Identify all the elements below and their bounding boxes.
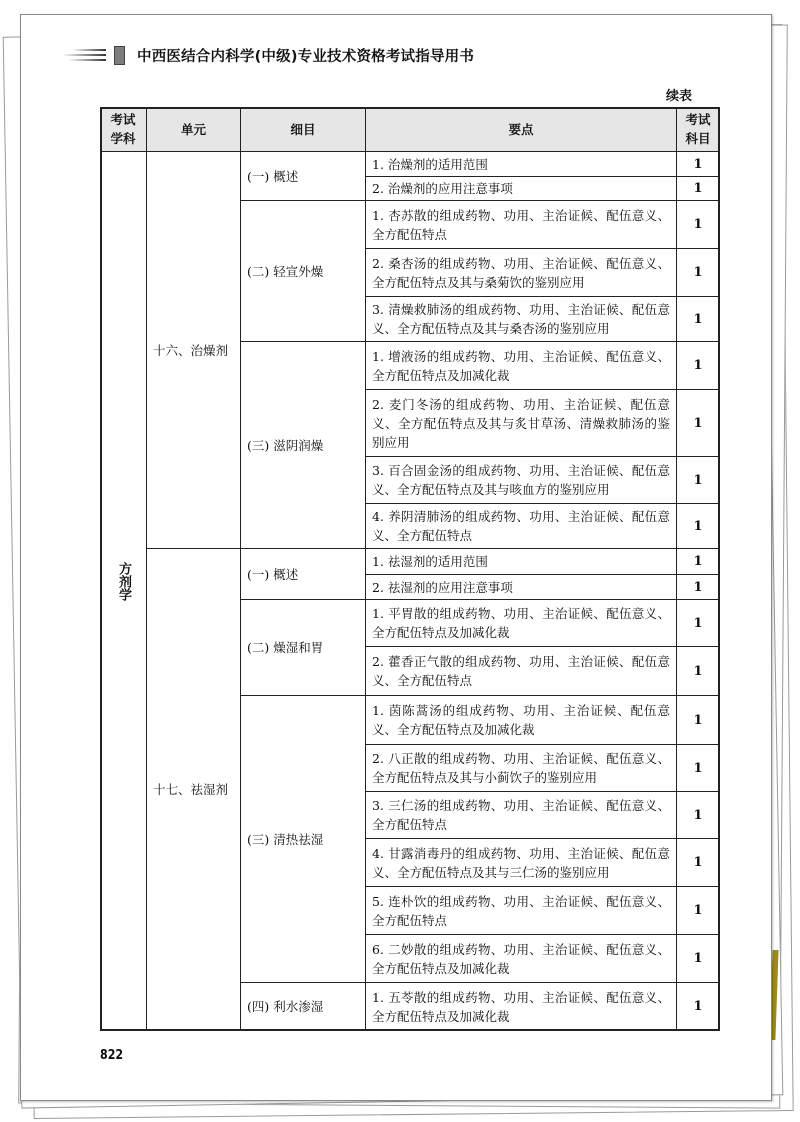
level-cell: 1 [677, 647, 720, 696]
level-cell: 1 [677, 549, 720, 575]
level-cell: 1 [677, 390, 720, 457]
continued-table-label: 续表 [666, 89, 693, 104]
header-point: 要点 [366, 107, 677, 152]
point-cell: 3. 清燥救肺汤的组成药物、功用、主治证候、配伍意义、全方配伍特点及其与桑杏汤的鉴别应用 [366, 297, 677, 342]
level-cell: 1 [677, 342, 720, 390]
point-cell: 3. 三仁汤的组成药物、功用、主治证候、配伍意义、全方配伍特点 [366, 792, 677, 839]
point-cell: 3. 百合固金汤的组成药物、功用、主治证候、配伍意义、全方配伍特点及其与咳血方的鉴别应用 [366, 457, 677, 504]
level-cell: 1 [677, 177, 720, 201]
level-cell: 1 [677, 575, 720, 600]
point-cell: 4. 养阴清肺汤的组成药物、功用、主治证候、配伍意义、全方配伍特点 [366, 504, 677, 549]
level-cell: 1 [677, 201, 720, 249]
level-cell: 1 [677, 696, 720, 745]
level-cell: 1 [677, 887, 720, 935]
level-cell: 1 [677, 249, 720, 297]
level-cell: 1 [677, 504, 720, 549]
point-cell: 1. 茵陈蒿汤的组成药物、功用、主治证候、配伍意义、全方配伍特点及加减化裁 [366, 696, 677, 745]
header-unit: 单元 [147, 107, 241, 152]
header-exam-level: 考试科目 [677, 107, 720, 152]
item-cell: (三) 滋阴润燥 [241, 342, 366, 549]
level-cell: 1 [677, 839, 720, 887]
level-cell: 1 [677, 792, 720, 839]
item-cell: (二) 燥湿和胃 [241, 600, 366, 696]
point-cell: 1. 杏苏散的组成药物、功用、主治证候、配伍意义、全方配伍特点 [366, 201, 677, 249]
level-cell: 1 [677, 457, 720, 504]
point-cell: 5. 连朴饮的组成药物、功用、主治证候、配伍意义、全方配伍特点 [366, 887, 677, 935]
item-cell: (一) 概述 [241, 152, 366, 201]
point-cell: 2. 祛湿剂的应用注意事项 [366, 575, 677, 600]
point-cell: 1. 平胃散的组成药物、功用、主治证候、配伍意义、全方配伍特点及加减化裁 [366, 600, 677, 647]
level-cell: 1 [677, 297, 720, 342]
unit-cell: 十六、治燥剂 [147, 152, 241, 549]
point-cell: 1. 增液汤的组成药物、功用、主治证候、配伍意义、全方配伍特点及加减化裁 [366, 342, 677, 390]
item-cell: (三) 清热祛湿 [241, 696, 366, 983]
level-cell: 1 [677, 983, 720, 1031]
point-cell: 2. 麦门冬汤的组成药物、功用、主治证候、配伍意义、全方配伍特点及其与炙甘草汤、清燥救肺汤的鉴别应用 [366, 390, 677, 457]
point-cell: 1. 治燥剂的适用范围 [366, 152, 677, 177]
level-cell: 1 [677, 745, 720, 792]
point-cell: 2. 桑杏汤的组成药物、功用、主治证候、配伍意义、全方配伍特点及其与桑菊饮的鉴别应用 [366, 249, 677, 297]
point-cell: 1. 五苓散的组成药物、功用、主治证候、配伍意义、全方配伍特点及加减化裁 [366, 983, 677, 1031]
level-cell: 1 [677, 152, 720, 177]
header-speed-lines-icon [62, 47, 106, 63]
syllabus-table [100, 107, 720, 1031]
item-cell: (一) 概述 [241, 549, 366, 600]
point-cell: 4. 甘露消毒丹的组成药物、功用、主治证候、配伍意义、全方配伍特点及其与三仁汤的鉴别应用 [366, 839, 677, 887]
unit-cell: 十七、祛湿剂 [147, 549, 241, 1031]
header-item: 细目 [241, 107, 366, 152]
point-cell: 1. 祛湿剂的适用范围 [366, 549, 677, 575]
point-cell: 2. 藿香正气散的组成药物、功用、主治证候、配伍意义、全方配伍特点 [366, 647, 677, 696]
running-header [62, 44, 474, 66]
item-cell: (二) 轻宣外燥 [241, 201, 366, 342]
header-subject: 考试学科 [100, 107, 147, 152]
level-cell: 1 [677, 600, 720, 647]
point-cell: 6. 二妙散的组成药物、功用、主治证候、配伍意义、全方配伍特点及加减化裁 [366, 935, 677, 983]
book-title: 中西医结合内科学(中级)专业技术资格考试指导用书 [137, 48, 475, 65]
header-block-icon [114, 46, 125, 65]
level-cell: 1 [677, 935, 720, 983]
point-cell: 2. 八正散的组成药物、功用、主治证候、配伍意义、全方配伍特点及其与小蓟饮子的鉴别应用 [366, 745, 677, 792]
subject-cell: 方剂学 [100, 152, 147, 1031]
item-cell: (四) 利水渗湿 [241, 983, 366, 1031]
point-cell: 2. 治燥剂的应用注意事项 [366, 177, 677, 201]
page-number: 822 [100, 1048, 124, 1063]
